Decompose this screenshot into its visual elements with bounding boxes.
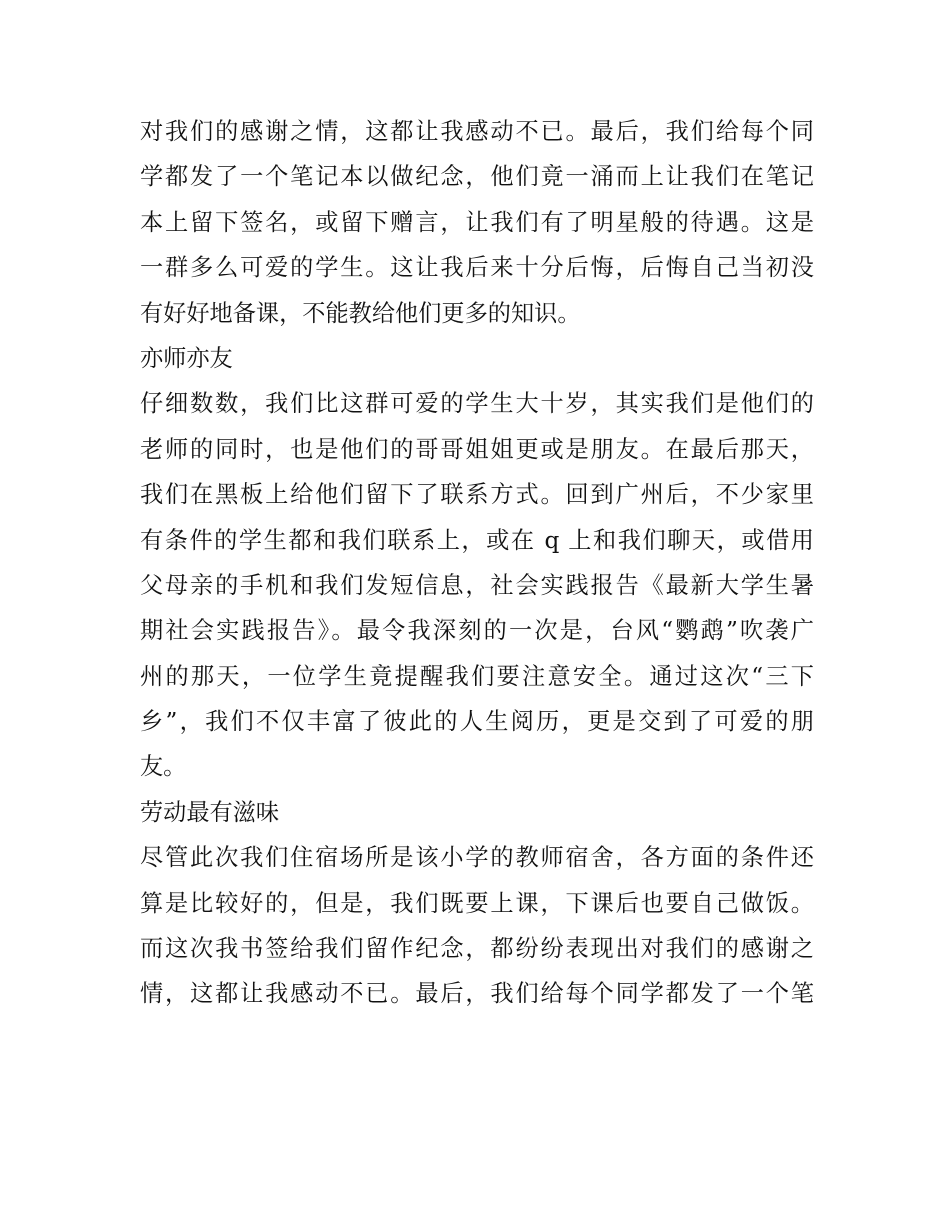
text-line: 期社会实践报告》。最令我深刻的一次是，台风“鹦鹉”吹袭广: [140, 617, 814, 645]
text-line: 有条件的学生都和我们联系上，或在 q 上和我们聊天，或借用: [140, 526, 814, 554]
text-line: 对我们的感谢之情，这都让我感动不已。最后，我们给每个同: [140, 118, 814, 145]
text-line: 而这次我书签给我们留作纪念，都纷纷表现出对我们的感谢之: [140, 935, 814, 963]
section-heading: 劳动最有滋味: [140, 798, 280, 826]
section-heading: 亦师亦友: [140, 344, 233, 372]
text-line: 乡”，我们不仅丰富了彼此的人生阅历，更是交到了可爱的朋: [140, 708, 814, 736]
text-line: 尽管此次我们住宿场所是该小学的教师宿舍，各方面的条件还: [140, 844, 814, 872]
text-line: 算是比较好的，但是，我们既要上课，下课后也要自己做饭。: [140, 889, 814, 917]
text-line: 一群多么可爱的学生。这让我后来十分后悔，后悔自己当初没: [140, 254, 814, 282]
text-line: 仔细数数，我们比这群可爱的学生大十岁，其实我们是他们的: [140, 390, 814, 418]
text-line: 父母亲的手机和我们发短信息，社会实践报告《最新大学生暑: [140, 571, 814, 599]
text-line: 老师的同时，也是他们的哥哥姐姐更或是朋友。在最后那天，: [140, 435, 814, 463]
text-line: 有好好地备课，不能教给他们更多的知识。: [140, 299, 581, 327]
text-line: 我们在黑板上给他们留下了联系方式。回到广州后，不少家里: [140, 481, 814, 509]
text-line: 情，这都让我感动不已。最后，我们给每个同学都发了一个笔: [140, 980, 814, 1008]
document-page: [140, 109, 814, 1017]
text-line: 学都发了一个笔记本以做纪念，他们竟一涌而上让我们在笔记: [140, 163, 814, 191]
text-line: 本上留下签名，或留下赠言，让我们有了明星般的待遇。这是: [140, 208, 814, 236]
text-line: 州的那天，一位学生竟提醒我们要注意安全。通过这次“三下: [140, 662, 814, 690]
text-line: 友。: [140, 753, 187, 781]
